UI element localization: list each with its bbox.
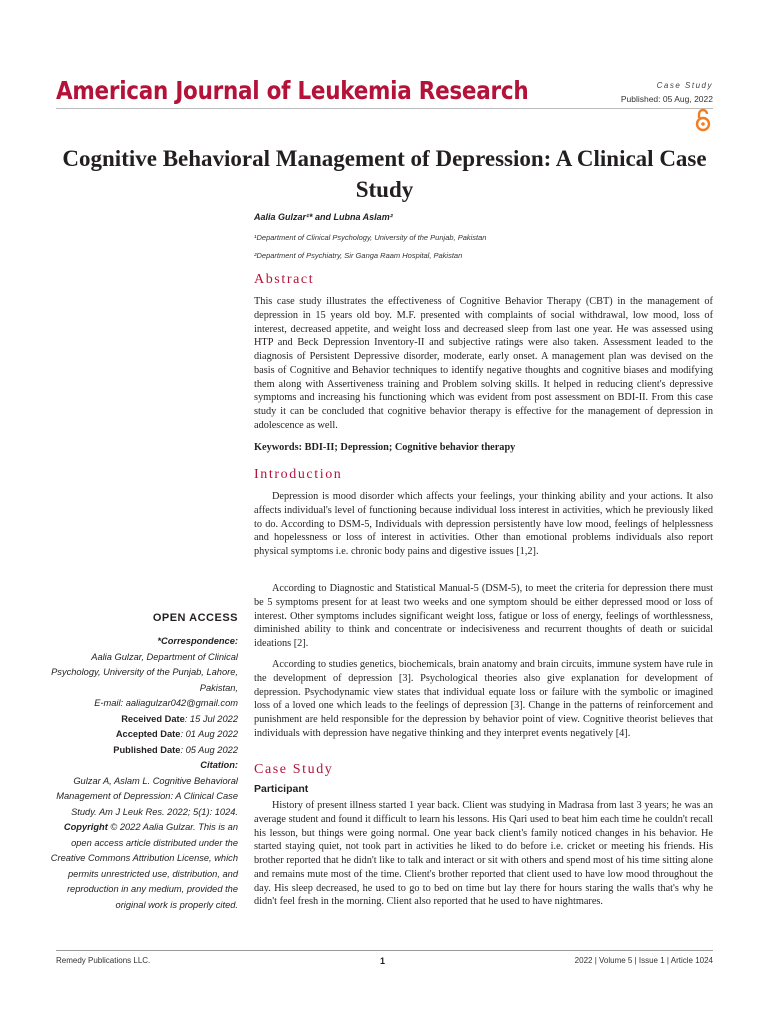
open-access-lock-icon — [695, 108, 711, 137]
authors: Aalia Gulzar¹* and Lubna Aslam² — [254, 212, 393, 222]
correspondence-email[interactable]: E-mail: aaliagulzar042@gmail.com — [94, 698, 238, 708]
journal-title: American Journal of Leukemia Research — [56, 76, 529, 105]
case-study-paragraph: History of present illness started 1 year back. Client was studying in Madrasa from last 3 years; he was an average student and found it difficult to learn his lessons. His Qari used to beat him each time he couldn't recall his lesson, but things were going normal. One year back client's family noticed changes in his behavior. He started staying quiet, not took part in activities he liked to do before i.e. cricket or meeting his friends. His brother reported that he didn't like to talk and interact or sit with others and spend most of his time sitting alone and remains mute most of the time. Client's brother reported that client used to have low mood throughout the day. His sleep decreased, he used to go to bed on time but lay there for hours staring the walls that's why he didn't feel fresh in the morning. Client also reported that he used to have nightmares. — [254, 800, 713, 908]
affiliation-2: ²Department of Psychiatry, Sir Ganga Raam Hospital, Pakistan — [254, 251, 463, 260]
case-study-heading: Case Study — [254, 762, 334, 777]
intro-paragraph-2: According to Diagnostic and Statistical Manual-5 (DSM-5), to meet the criteria for depression there must be 5 symptoms present for at least two weeks and one symptom should be either depressed mood or loss of interest. Other symptoms includes significant weight loss, fatigue or loss of energy, feelings of worthlessness, diminished ability to think and concentrate or indecisiveness and recurrent thoughts of death or suicidal ideations [2]. — [254, 583, 713, 649]
footer-divider — [56, 950, 713, 951]
intro-paragraph-3: According to studies genetics, biochemicals, brain anatomy and brain circuits, immune system have rule in the development of depression [3]. Psychological theories also give explanation for development of depression. Psychodynamic view states that individual equate loss or failure with the symbolic or imagined loss of a loved one which leads to the feelings of depression [3]. Change in the patterns of reinforcement and punishment are held responsible for the depression by behavior point of view. Cognitive theorist believes that individuals with depression have negative thinking and they interpret events negatively [4]. — [254, 659, 713, 739]
correspondence-label: *Correspondence: — [157, 636, 238, 646]
participant-subheading: Participant — [254, 783, 309, 795]
abstract-heading: Abstract — [254, 272, 315, 287]
copyright-notice: Copyright © 2022 Aalia Gulzar. This is an open access article distributed under the Creative Commons Attribution License, which permits unrestricted use, distribution, and reproduction in any medium, provided the original work is properly cited. — [50, 822, 238, 910]
affiliation-1: ¹Department of Clinical Psychology, University of the Punjab, Pakistan — [254, 233, 487, 242]
received-date: Received Date: 15 Jul 2022 — [121, 713, 238, 724]
open-access-label: OPEN ACCESS — [152, 612, 238, 624]
header-divider — [56, 108, 713, 109]
correspondence-text: Aalia Gulzar, Department of Clinical Psychology, University of the Punjab, Lahore, Pakistan, — [51, 651, 238, 693]
published-date: Published Date: 05 Aug 2022 — [113, 744, 238, 755]
keywords: Keywords: BDI-II; Depression; Cognitive behavior therapy — [254, 442, 516, 453]
article-title: Cognitive Behavioral Management of Depression: A Clinical Case Study — [62, 146, 707, 202]
article-type-label: Case Study — [656, 81, 713, 90]
intro-paragraph-1: Depression is mood disorder which affects your feelings, your thinking ability and your actions. It also affects individual's level of functioning because individual loss interest in activities, which he previously liked to do. According to DSM-5, Individuals with depression persistently have low mood, feelings of helplessness and hopelessness or loss of interest in activities. Other than emotional problems individuals also report physical symptoms i.e. chronic body pains and digestive issues [1,2]. — [254, 491, 713, 557]
correspondence-block — [48, 634, 238, 913]
citation-text: Gulzar A, Aslam L. Cognitive Behavioral Management of Depression: A Clinical Case Study. Am J Leuk Res. 2022; 5(1): 1024. — [56, 775, 238, 817]
citation-label: Citation: — [200, 760, 238, 770]
page-number: 1 — [380, 956, 386, 966]
accepted-date: Accepted Date: 01 Aug 2022 — [115, 729, 238, 739]
published-date-header: Published: 05 Aug, 2022 — [620, 94, 713, 104]
introduction-heading: Introduction — [254, 467, 343, 482]
abstract-text: This case study illustrates the effectiveness of Cognitive Behavior Therapy (CBT) in the management of depression in 15 years old boy. M.F. presented with complaints of social withdrawal, low mood, loss of interest, decreased appetite, and weight loss and decreased sleep from last one year. He was assessed using HTP and Beck Depression Inventory-II and subjective ratings were also taken. Assessment leaded to the diagnosis of Persistent Depressive disorder, moderate, early onset. A management plan was devised on the basis of Cognitive and Behavior techniques to identify negative thoughts and cognitive biases and modifying them along with Assertiveness training and Problem solving skills. It helped in reducing client's depressive symptoms and increasing his functioning which was evident from post assessment on BDI-II. From this case study it can be concluded that cognitive behavior therapy is effective for the management of depression in adolescence as well. — [254, 296, 713, 431]
volume-info: 2022 | Volume 5 | Issue 1 | Article 1024 — [574, 956, 713, 965]
publisher-name: Remedy Publications LLC. — [56, 956, 151, 965]
